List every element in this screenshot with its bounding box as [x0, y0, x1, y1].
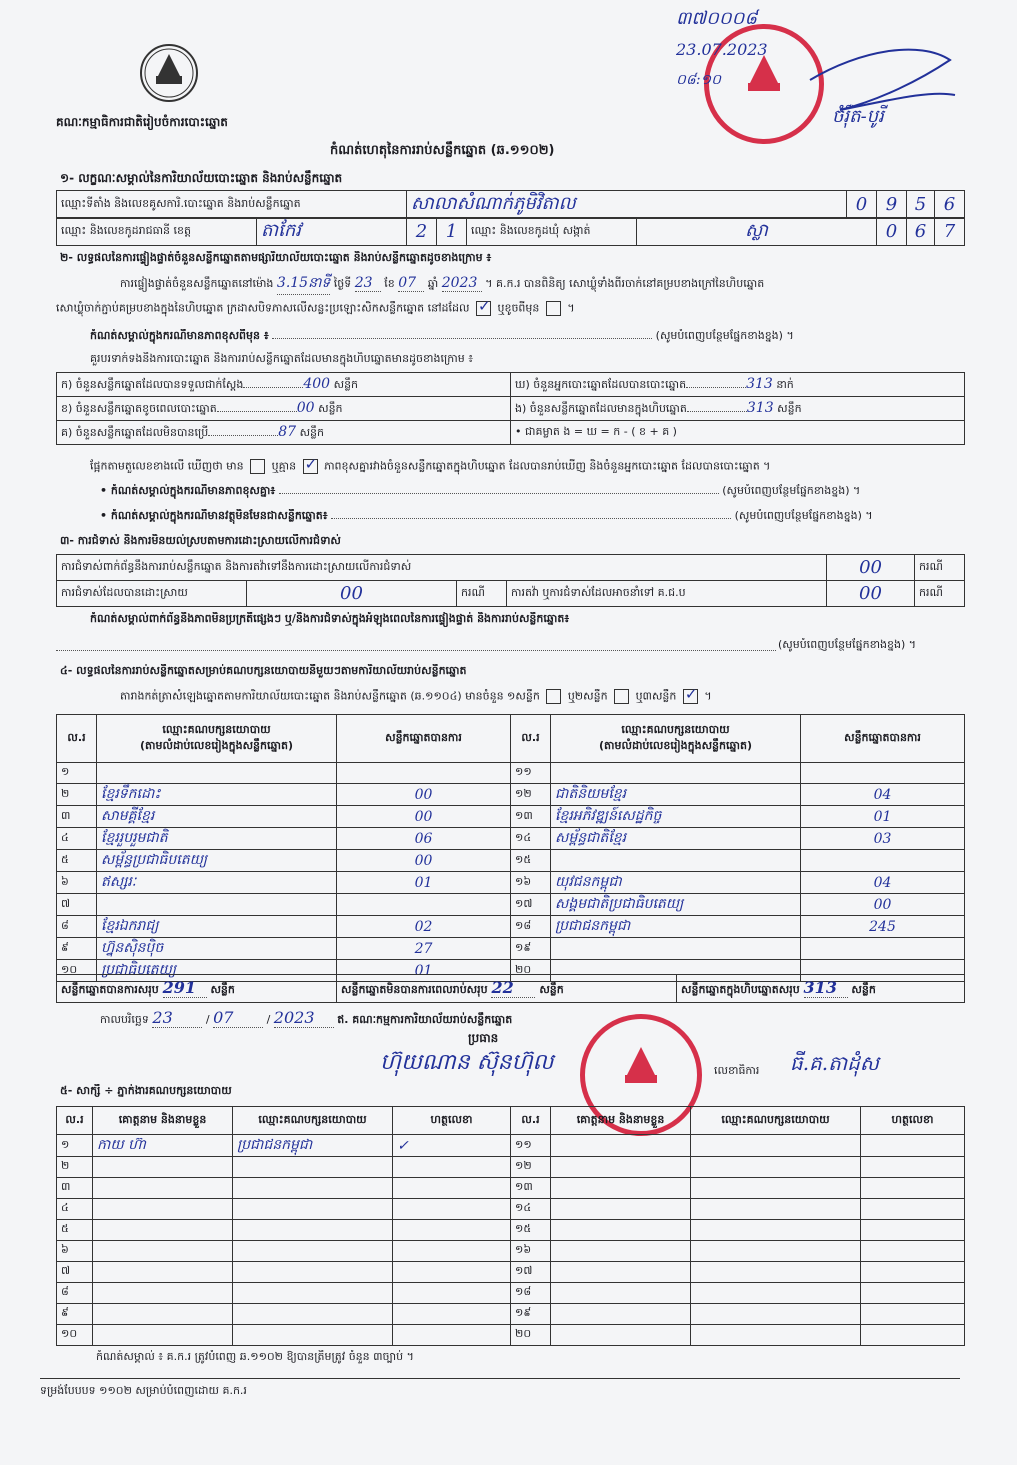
sheet-count-line: តារាងកត់ត្រាសំឡេងឆ្នោតតាមការិយាល័យបោះឆ្នោត និងរាប់សន្លឹកឆ្នោត (ឆ.១១០៤) មានចំនួន ១សន្លឹក ឬ២សន្លឹក ឬ៣សន្លឹក ✓ ។ [120, 689, 880, 706]
sheet-3-label: ឬ៣សន្លឹក [635, 689, 677, 703]
party-name[interactable]: ខ្មែរ​រួបរួមជាតិ [97, 828, 337, 850]
voters-cell: ឃ) ចំនួនអ្នកបោះឆ្នោតដែលបានបោះឆ្នោត 313 នាក់ [511, 373, 965, 397]
witness-name[interactable] [551, 1157, 691, 1178]
note-line [90, 329, 970, 345]
commune-value[interactable]: ស្លា [637, 218, 877, 246]
party-votes[interactable]: 01 [801, 806, 965, 828]
table-row [57, 850, 965, 872]
province-value[interactable]: តាកែវ [257, 218, 407, 246]
witness-signature[interactable] [861, 1157, 965, 1178]
appeal-unit: ករណី [915, 581, 965, 607]
witness-no: ៧ [57, 1262, 93, 1283]
party-name[interactable]: ប្រជាធិបតេយ្យ [97, 960, 337, 982]
col-votes-right: សន្លឹកឆ្នោតបានការ [801, 715, 965, 763]
witness-party[interactable] [691, 1135, 861, 1157]
witness-no: ១១ [511, 1135, 551, 1157]
temple-icon [142, 46, 196, 100]
party-votes[interactable]: 04 [801, 872, 965, 894]
location-code-3[interactable]: 5 [907, 191, 935, 219]
table-row [57, 1135, 965, 1157]
verify-time-value[interactable]: 3.15នាទី [277, 273, 330, 295]
party-no: ១៣ [511, 806, 551, 828]
witness-party[interactable] [233, 1262, 393, 1283]
total-invalid-value[interactable]: 22 [491, 978, 535, 998]
witness-no: ២ [57, 1157, 93, 1178]
party-votes[interactable]: 245 [801, 916, 965, 938]
witness-name[interactable] [93, 1304, 233, 1325]
witness-no: ១៥ [511, 1220, 551, 1241]
seal-intact-checkbox[interactable] [476, 301, 491, 316]
witness-name[interactable] [551, 1135, 691, 1157]
sheet-2-label: ឬ២សន្លឹក [567, 689, 608, 703]
party-no: ១៩ [511, 938, 551, 960]
witness-signature[interactable] [861, 1199, 965, 1220]
received-ballots-value[interactable]: 400 [303, 375, 331, 392]
resolved-value[interactable]: 00 [247, 581, 457, 607]
verify-time-line [120, 273, 970, 295]
voters-value[interactable]: 313 [746, 375, 773, 392]
party-no: ១៤ [511, 828, 551, 850]
note-hint: (សូមបំពេញបន្ថែមផ្នែកខាងខ្នង) ។ [655, 329, 794, 342]
table-row [57, 916, 965, 938]
commune-code-2[interactable]: 6 [907, 218, 935, 246]
party-votes[interactable]: 02 [337, 916, 511, 938]
witness-signature[interactable] [393, 1262, 511, 1283]
party-no: ៤ [57, 828, 97, 850]
table-row [57, 1178, 965, 1199]
party-name[interactable]: ហ្វ៊ុនស៊ិនប៉ិច [97, 938, 337, 960]
party-name[interactable]: ជាតិនិយមខ្មែរ [551, 784, 801, 806]
witness-party[interactable] [691, 1304, 861, 1325]
witness-signature[interactable] [393, 1283, 511, 1304]
chair-label: ប្រធាន [468, 1031, 499, 1045]
party-no: ១០ [57, 960, 97, 982]
party-votes[interactable]: 06 [337, 828, 511, 850]
witness-no: ១២ [511, 1157, 551, 1178]
total-valid-cell: សន្លឹកឆ្នោតបានការសរុប 291 សន្លឹក [57, 975, 337, 1003]
party-name[interactable] [551, 938, 801, 960]
table-row [57, 938, 965, 960]
section1-title: ១- លក្ខណៈសម្គាល់នៃការិយាល័យបោះឆ្នោត និងរាប់សន្លឹកឆ្នោត [60, 171, 343, 185]
witness-party[interactable] [233, 1220, 393, 1241]
witness-party[interactable] [233, 1241, 393, 1262]
witness-party[interactable] [691, 1178, 861, 1199]
party-no: ៦ [57, 872, 97, 894]
witness-no: ១៩ [511, 1304, 551, 1325]
secretary-label: លេខាធិការ [714, 1064, 760, 1077]
irregularity-note: កំណត់សម្គាល់ពាក់ព័ន្ធនឹងភាពមិនប្រក្រតីផ្សេងៗ ឬ/និងការជំទាស់ក្នុងអំឡុងពេលនៃការផ្ទៀងផ្ទាត់ និងការរាប់សន្លឹកឆ្នោត៖ [90, 612, 570, 625]
signing-date-day[interactable]: 23 [152, 1008, 202, 1028]
nec-logo [140, 44, 198, 102]
complaint-row1-unit: ករណី [915, 555, 965, 581]
witness-party[interactable] [233, 1157, 393, 1178]
bullet-difference-label: • កំណត់សម្គាល់ក្នុងករណីមានភាពខុសគ្នា៖ [100, 484, 276, 497]
witness-party[interactable] [233, 1304, 393, 1325]
col-no-left: ល.រ [57, 715, 97, 763]
difference-no-checkbox[interactable] [303, 459, 318, 474]
day-label: ថ្ងៃទី [333, 277, 352, 290]
witness-col-party-left: ឈ្មោះគណបក្សនយោបាយ [233, 1107, 393, 1135]
table-row [57, 784, 965, 806]
witness-signature[interactable] [393, 1241, 511, 1262]
witness-party[interactable] [691, 1199, 861, 1220]
party-votes[interactable] [337, 763, 511, 784]
location-label: ឈ្មោះទីតាំង និងលេខគូសការិ.បោះឆ្នោត និងរាប់សន្លឹកឆ្នោត [57, 191, 407, 219]
table-row [57, 1157, 965, 1178]
section5-title: ៥- សាក្សី ÷ ភ្នាក់ងារគណបក្សនយោបាយ [60, 1084, 232, 1097]
resolved-label: ការជំទាស់ដែលបានដោះស្រាយ [57, 581, 247, 607]
bullet-difference-field[interactable] [279, 493, 719, 494]
box-ballots-cell: ង) ចំនួនសន្លឹកឆ្នោតដែលមានក្នុងហិបឆ្នោត 313 សន្លឹក [511, 397, 965, 421]
party-name[interactable]: ឥស្សរៈ [97, 872, 337, 894]
form-title: កំណត់ហេតុនៃការរាប់សន្លឹកឆ្នោត (ឆ.១១០២) [330, 143, 555, 158]
witness-party[interactable] [691, 1241, 861, 1262]
witness-col-no-right: ល.រ [511, 1107, 551, 1135]
witness-party[interactable] [233, 1199, 393, 1220]
witness-name[interactable] [551, 1325, 691, 1346]
witness-no: ១៧ [511, 1262, 551, 1283]
witness-name[interactable] [93, 1325, 233, 1346]
difference-no-label: ឬគ្មាន [271, 459, 297, 473]
witness-table [56, 1106, 965, 1346]
day-value[interactable]: 23 [355, 275, 381, 292]
witness-signature[interactable] [393, 1220, 511, 1241]
bullet-foreign-label: • កំណត់សម្គាល់ក្នុងករណីមានវត្ថុមិនមែនជាសន្លឹកឆ្នោត៖ [100, 509, 328, 522]
irregularity-hint: (សូមបំពេញបន្ថែមផ្នែកខាងខ្នង) ។ [778, 638, 917, 651]
witness-name[interactable] [551, 1178, 691, 1199]
col-party-left: ឈ្មោះគណបក្សនយោបាយ (តាមលំដាប់លេខរៀងក្នុងសន្លឹកឆ្នោត) [97, 715, 337, 763]
received-ballots-cell: ក) ចំនួនសន្លឹកឆ្នោតដែលបានទទួលជាក់ស្តែង 400 សន្លឹក [57, 373, 511, 397]
party-name[interactable] [97, 894, 337, 916]
witness-no: ៥ [57, 1220, 93, 1241]
party-no: ៨ [57, 916, 97, 938]
party-name[interactable]: ខ្មែរ​ទឹកដោះ [97, 784, 337, 806]
sheet-count-text: តារាងកត់ត្រាសំឡេងឆ្នោតតាមការិយាល័យបោះឆ្នោត និងរាប់សន្លឹកឆ្នោត (ឆ.១១០៤) មានចំនួន ១សន្លឹក [120, 689, 540, 703]
party-no: ១១ [511, 763, 551, 784]
witness-party[interactable]: ប្រជាជនកម្ពុជា [233, 1135, 393, 1157]
witness-no: ១៤ [511, 1199, 551, 1220]
total-box-cell: សន្លឹកឆ្នោតក្នុងហិបឆ្នោតសរុប 313 សន្លឹក [677, 975, 965, 1003]
party-votes[interactable]: 00 [337, 850, 511, 872]
witness-no: ៣ [57, 1178, 93, 1199]
note-field[interactable] [272, 338, 652, 339]
party-votes[interactable]: 01 [337, 872, 511, 894]
section1-table [56, 190, 965, 219]
witness-party[interactable] [691, 1157, 861, 1178]
table-row [57, 1220, 965, 1241]
witness-party[interactable] [233, 1283, 393, 1304]
witness-no: ១៨ [511, 1283, 551, 1304]
unused-ballots-cell: គ) ចំនួនសន្លឹកឆ្នោតដែលមិនបានប្រើ 87 សន្លឹក [57, 421, 511, 445]
witness-name[interactable]: កាយ ហ៊ា [93, 1135, 233, 1157]
witness-signature[interactable] [861, 1283, 965, 1304]
verify-time-label: ការផ្ទៀងផ្ទាត់ចំនួនសន្លឹកឆ្នោតនៅម៉ោង [120, 277, 274, 290]
handwritten-name-top: ចំរ៉ឺត-បូរី [832, 106, 884, 127]
stamp-time: ០៨:១០ [676, 72, 722, 88]
bullet-difference [100, 484, 970, 500]
complaint-table-row2 [56, 580, 965, 607]
witness-party[interactable] [233, 1178, 393, 1199]
difference-yes-checkbox[interactable] [250, 459, 265, 474]
party-no: ១២ [511, 784, 551, 806]
difference-text: ផ្អែកតាមតួលេខខាងលើ ឃើញថា មាន [90, 459, 244, 473]
witness-name[interactable] [551, 1304, 691, 1325]
witness-signature[interactable] [861, 1220, 965, 1241]
seal-icon-bottom [611, 1041, 671, 1101]
committee-label: ឥ. គណៈកម្មការការិយាល័យរាប់សន្លឹកឆ្នោត [337, 1013, 513, 1026]
witness-signature[interactable] [861, 1178, 965, 1199]
difference-line [90, 459, 970, 476]
table-row [57, 1304, 965, 1325]
party-name[interactable]: សម្ព័ន្ធប្រជាធិបតេយ្យ [97, 850, 337, 872]
total-invalid-cell: សន្លឹកឆ្នោតមិនបានការពេលរាប់សរុប 22 សន្លឹក [337, 975, 677, 1003]
party-name[interactable]: យុវជនកម្ពុជា [551, 872, 801, 894]
party-no: ៧ [57, 894, 97, 916]
seal-broken-label: ឬខូចពីមុន [497, 301, 540, 315]
section2-title: ២- លទ្ធផលនៃការផ្ទៀងផ្ទាត់ចំនួនសន្លឹកឆ្នោតតាមផ្សារិយាល័យបោះឆ្នោត និងរាប់សន្លឹកឆ្នោតដូចខាងក្រោម ៖ [60, 251, 492, 264]
total-valid-value[interactable]: 291 [163, 978, 207, 998]
table-row [57, 1241, 965, 1262]
witness-signature[interactable] [861, 1304, 965, 1325]
col-votes-left: សន្លឹកឆ្នោតបានការ [337, 715, 511, 763]
party-votes[interactable]: 27 [337, 938, 511, 960]
party-name[interactable]: សម្ព័ន្ធជាតិខ្មែរ [551, 828, 801, 850]
table-row [57, 828, 965, 850]
commune-label: ឈ្មោះ និងលេខកូដឃុំ សង្កាត់ [467, 218, 637, 246]
party-no: ១៥ [511, 850, 551, 872]
seal-line: សោឃ្លុំចាក់ភ្ជាប់គម្របខាងក្នុងនៃហិបឆ្នោត ក្រដាសបិទភាសលើសន្លះប្រឡោះសិកសន្លឹកឆ្នោត នៅដដែល ✓ ឬខូចពីមុន ។ [56, 301, 956, 318]
witness-name[interactable] [551, 1283, 691, 1304]
witness-name[interactable] [551, 1199, 691, 1220]
witness-col-party-right: ឈ្មោះគណបក្សនយោបាយ [691, 1107, 861, 1135]
province-label: ឈ្មោះ និងលេខកូដរាជធានី ខេត្ត [57, 218, 257, 246]
witness-party[interactable] [691, 1220, 861, 1241]
witness-name[interactable] [93, 1199, 233, 1220]
party-no: ១៨ [511, 916, 551, 938]
difference-rest: ភាពខុសគ្នារវាងចំនួនសន្លឹកឆ្នោតក្នុងហិបឆ្នោត ដែលបានរាប់ឃើញ និងចំនួនអ្នកបោះឆ្នោត ដែលបានបោះឆ្នោត ។ [324, 459, 771, 473]
chair-signature[interactable]: ហ៊ុយណាន ស៊ុនហ៊ុល [380, 1050, 554, 1075]
witness-name[interactable] [93, 1283, 233, 1304]
footer-note: កំណត់សម្គាល់ ៖ គ.ក.រ ត្រូវបំពេញ ឆ.១១០២ ឱ្យបានត្រឹមត្រូវ ចំនួន ៣ច្បាប់ ។ [96, 1350, 414, 1363]
bullet-foreign-hint: (សូមបំពេញបន្ថែមផ្នែកខាងខ្នង) ។ [734, 509, 873, 522]
witness-col-no-left: ល.រ [57, 1107, 93, 1135]
sheet-2-checkbox[interactable] [614, 689, 629, 704]
witness-no: ១៣ [511, 1178, 551, 1199]
witness-no: ១ [57, 1135, 93, 1157]
party-votes[interactable] [801, 850, 965, 872]
witness-party[interactable] [691, 1262, 861, 1283]
location-code-1[interactable]: 0 [847, 191, 877, 219]
witness-no: ៨ [57, 1283, 93, 1304]
witness-name[interactable] [93, 1157, 233, 1178]
province-code-2[interactable]: 1 [437, 218, 467, 246]
party-name[interactable]: ខ្មែរ​ឯករាជ្យ [97, 916, 337, 938]
witness-party[interactable] [233, 1325, 393, 1346]
ballot-count-table [56, 372, 965, 445]
witness-signature[interactable] [393, 1325, 511, 1346]
witness-col-sig-right: ហត្ថលេខា [861, 1107, 965, 1135]
witness-signature[interactable]: ✓ [393, 1135, 511, 1157]
witness-name[interactable] [551, 1241, 691, 1262]
witness-signature[interactable] [393, 1178, 511, 1199]
party-no: ១ [57, 763, 97, 784]
party-no: ២០ [511, 960, 551, 982]
bullet-foreign-field[interactable] [331, 518, 731, 519]
witness-party[interactable] [691, 1283, 861, 1304]
year-value[interactable]: 2023 [442, 275, 482, 292]
party-name[interactable] [551, 763, 801, 784]
section3-title: ៣- ការជំទាស់ និងការមិនយល់ស្របតាមការដោះស្រាយលើការជំទាស់ [60, 534, 341, 547]
appeal-label: ការតវ៉ា ឬការជំទាស់ដែលអាចនាំទៅ គ.ជ.ប [507, 581, 827, 607]
witness-no: ១០ [57, 1325, 93, 1346]
witness-no: ៤ [57, 1199, 93, 1220]
party-results-table [56, 714, 965, 982]
complaint-table [56, 554, 965, 581]
intro-text-1: ។ គ.ក.រ បានពិនិត្យ សោឃ្លុំទាំងពីរចាក់នៅគម្របខាងក្រៅនៃហិបឆ្នោត [485, 277, 765, 290]
bottom-note: ទម្រង់បែបបទ ១១០២ សម្រាប់បំពេញដោយ គ.ក.រ [40, 1384, 247, 1397]
box-ballots-value[interactable]: 313 [746, 399, 774, 416]
irregularity-field[interactable] [56, 640, 776, 651]
footer-divider [40, 1378, 960, 1379]
table-row [57, 1262, 965, 1283]
party-no: ៩ [57, 938, 97, 960]
col-party-right: ឈ្មោះគណបក្សនយោបាយ (តាមលំដាប់លេខរៀងក្នុងសន្លឹកឆ្នោត) [551, 715, 801, 763]
appeal-value[interactable]: 00 [827, 581, 915, 607]
party-name[interactable] [97, 763, 337, 784]
party-no: ៣ [57, 806, 97, 828]
party-no: ២ [57, 784, 97, 806]
totals-table [56, 974, 965, 1003]
witness-name[interactable] [93, 1220, 233, 1241]
witness-col-name-right: គោត្តនាម និងនាមខ្លួន [551, 1107, 691, 1135]
party-votes[interactable]: 00 [337, 784, 511, 806]
bullet-foreign [100, 509, 970, 525]
total-box-value[interactable]: 313 [804, 978, 848, 998]
sheet-3-checkbox[interactable] [683, 689, 698, 704]
party-votes[interactable]: 01 [337, 960, 511, 982]
party-no: ១៦ [511, 872, 551, 894]
bullet-difference-hint: (សូមបំពេញបន្ថែមផ្នែកខាងខ្នង) ។ [722, 484, 861, 497]
party-name[interactable]: សាមគ្គីខ្មែរ [97, 806, 337, 828]
seal-broken-checkbox[interactable] [546, 301, 561, 316]
party-votes[interactable]: 00 [337, 806, 511, 828]
commune-code-1[interactable]: 0 [877, 218, 907, 246]
signing-date-month[interactable]: 07 [213, 1008, 263, 1028]
year-label: ឆ្នាំ [427, 277, 439, 290]
spoiled-ballots-cell: ខ) ចំនួនសន្លឹកឆ្នោតខូចពេលបោះឆ្នោត 00 សន្លឹក [57, 397, 511, 421]
witness-no: ១៦ [511, 1241, 551, 1262]
party-name[interactable] [551, 850, 801, 872]
witness-name[interactable] [551, 1220, 691, 1241]
month-value[interactable]: 07 [398, 275, 424, 292]
witness-no: ២០ [511, 1325, 551, 1346]
party-votes[interactable]: 03 [801, 828, 965, 850]
signing-date-year[interactable]: 2023 [274, 1008, 334, 1028]
witness-name[interactable] [93, 1262, 233, 1283]
witness-signature[interactable] [861, 1135, 965, 1157]
witness-signature[interactable] [861, 1241, 965, 1262]
table-row [57, 763, 965, 784]
signing-date-line: កាលបរិច្ឆេទ 23 / 07 / 2023 ឥ. គណៈកម្មការការិយាល័យរាប់សន្លឹកឆ្នោត [100, 1008, 513, 1027]
stamp-date: 23.07.2023 [676, 40, 768, 59]
location-code-4[interactable]: 6 [935, 191, 965, 219]
witness-col-sig-left: ហត្ថលេខា [393, 1107, 511, 1135]
section4-title: ៤- លទ្ធផលនៃការរាប់សន្លឹកឆ្នោតសម្រាប់គណបក្សនយោបាយនីមួយៗតាមការិយាល័យរាប់សន្លឹកឆ្នោត [60, 664, 467, 677]
witness-no: ៦ [57, 1241, 93, 1262]
spoiled-ballots-value[interactable]: 00 [296, 399, 315, 416]
party-votes[interactable] [801, 763, 965, 784]
party-name[interactable]: សង្គមជាតិប្រជាធិបតេយ្យ [551, 894, 801, 916]
party-votes[interactable] [801, 938, 965, 960]
party-votes[interactable]: 04 [801, 784, 965, 806]
table-row [57, 894, 965, 916]
witness-name[interactable] [93, 1178, 233, 1199]
witness-signature[interactable] [393, 1304, 511, 1325]
party-no: ១៧ [511, 894, 551, 916]
month-label: ខែ [384, 277, 395, 290]
stamp-number: ៣៧០០០៨ [676, 8, 758, 29]
witness-party[interactable] [691, 1325, 861, 1346]
table-row [57, 1199, 965, 1220]
party-name[interactable]: ខ្មែរ​អភិវឌ្ឍន៍សេដ្ឋកិច្ច [551, 806, 801, 828]
witness-signature[interactable] [861, 1325, 965, 1346]
resolved-unit: ករណី [457, 581, 507, 607]
formula-cell: • ជាគម្លាត ង = ឃ = ក - ( ខ + គ ) [511, 421, 965, 445]
commune-code-3[interactable]: 7 [935, 218, 965, 246]
witness-name[interactable] [93, 1241, 233, 1262]
sheet-1-checkbox[interactable] [546, 689, 561, 704]
complaint-row1-value[interactable]: 00 [827, 555, 915, 581]
party-votes[interactable]: 00 [801, 894, 965, 916]
secretary-signature[interactable]: ធី.គ.តាដុំស [790, 1051, 879, 1075]
witness-name[interactable] [551, 1262, 691, 1283]
witness-col-name-left: គោត្តនាម និងនាមខ្លួន [93, 1107, 233, 1135]
col-no-right: ល.រ [511, 715, 551, 763]
complaint-row1-label: ការជំទាស់ពាក់ព័ន្ធនឹងការរាប់សន្លឹកឆ្នោត និងការតវ៉ាទៅនឹងការដោះស្រាយលើការជំទាស់ [57, 555, 827, 581]
committee-title: គណៈកម្មាធិការជាតិរៀបចំការបោះឆ្នោត [56, 115, 228, 129]
unused-ballots-value[interactable]: 87 [278, 423, 297, 440]
signing-date-label: កាលបរិច្ឆេទ [100, 1013, 149, 1026]
result-intro: គួរបរទាក់ទងនឹងការបោះឆ្នោត និងការរាប់សន្លឹកឆ្នោតដែលមានក្នុងហិបឆ្នោតមានដូចខាងក្រោម ៖ [90, 352, 474, 365]
table-row [57, 806, 965, 828]
table-row [57, 1283, 965, 1304]
table-row [57, 872, 965, 894]
witness-signature[interactable] [393, 1157, 511, 1178]
table-row [57, 1325, 965, 1346]
witness-signature[interactable] [393, 1199, 511, 1220]
province-code-1[interactable]: 2 [407, 218, 437, 246]
witness-no: ៩ [57, 1304, 93, 1325]
intro-text-2: សោឃ្លុំចាក់ភ្ជាប់គម្របខាងក្នុងនៃហិបឆ្នោត ក្រដាសបិទភាសលើសន្លះប្រឡោះសិកសន្លឹកឆ្នោត នៅដដែល [56, 301, 470, 315]
party-name[interactable]: ប្រជាជនកម្ពុជា [551, 916, 801, 938]
witness-signature[interactable] [861, 1262, 965, 1283]
location-value[interactable]: សាលាសំណាក់ភូមិវិតាល [407, 191, 847, 219]
note-label: កំណត់សម្គាល់ក្នុងករណីមានភាពខុសពីមុន ៖ [90, 329, 269, 342]
section1-table-row2 [56, 217, 965, 246]
party-no: ៥ [57, 850, 97, 872]
location-code-2[interactable]: 9 [877, 191, 907, 219]
party-votes[interactable] [337, 894, 511, 916]
